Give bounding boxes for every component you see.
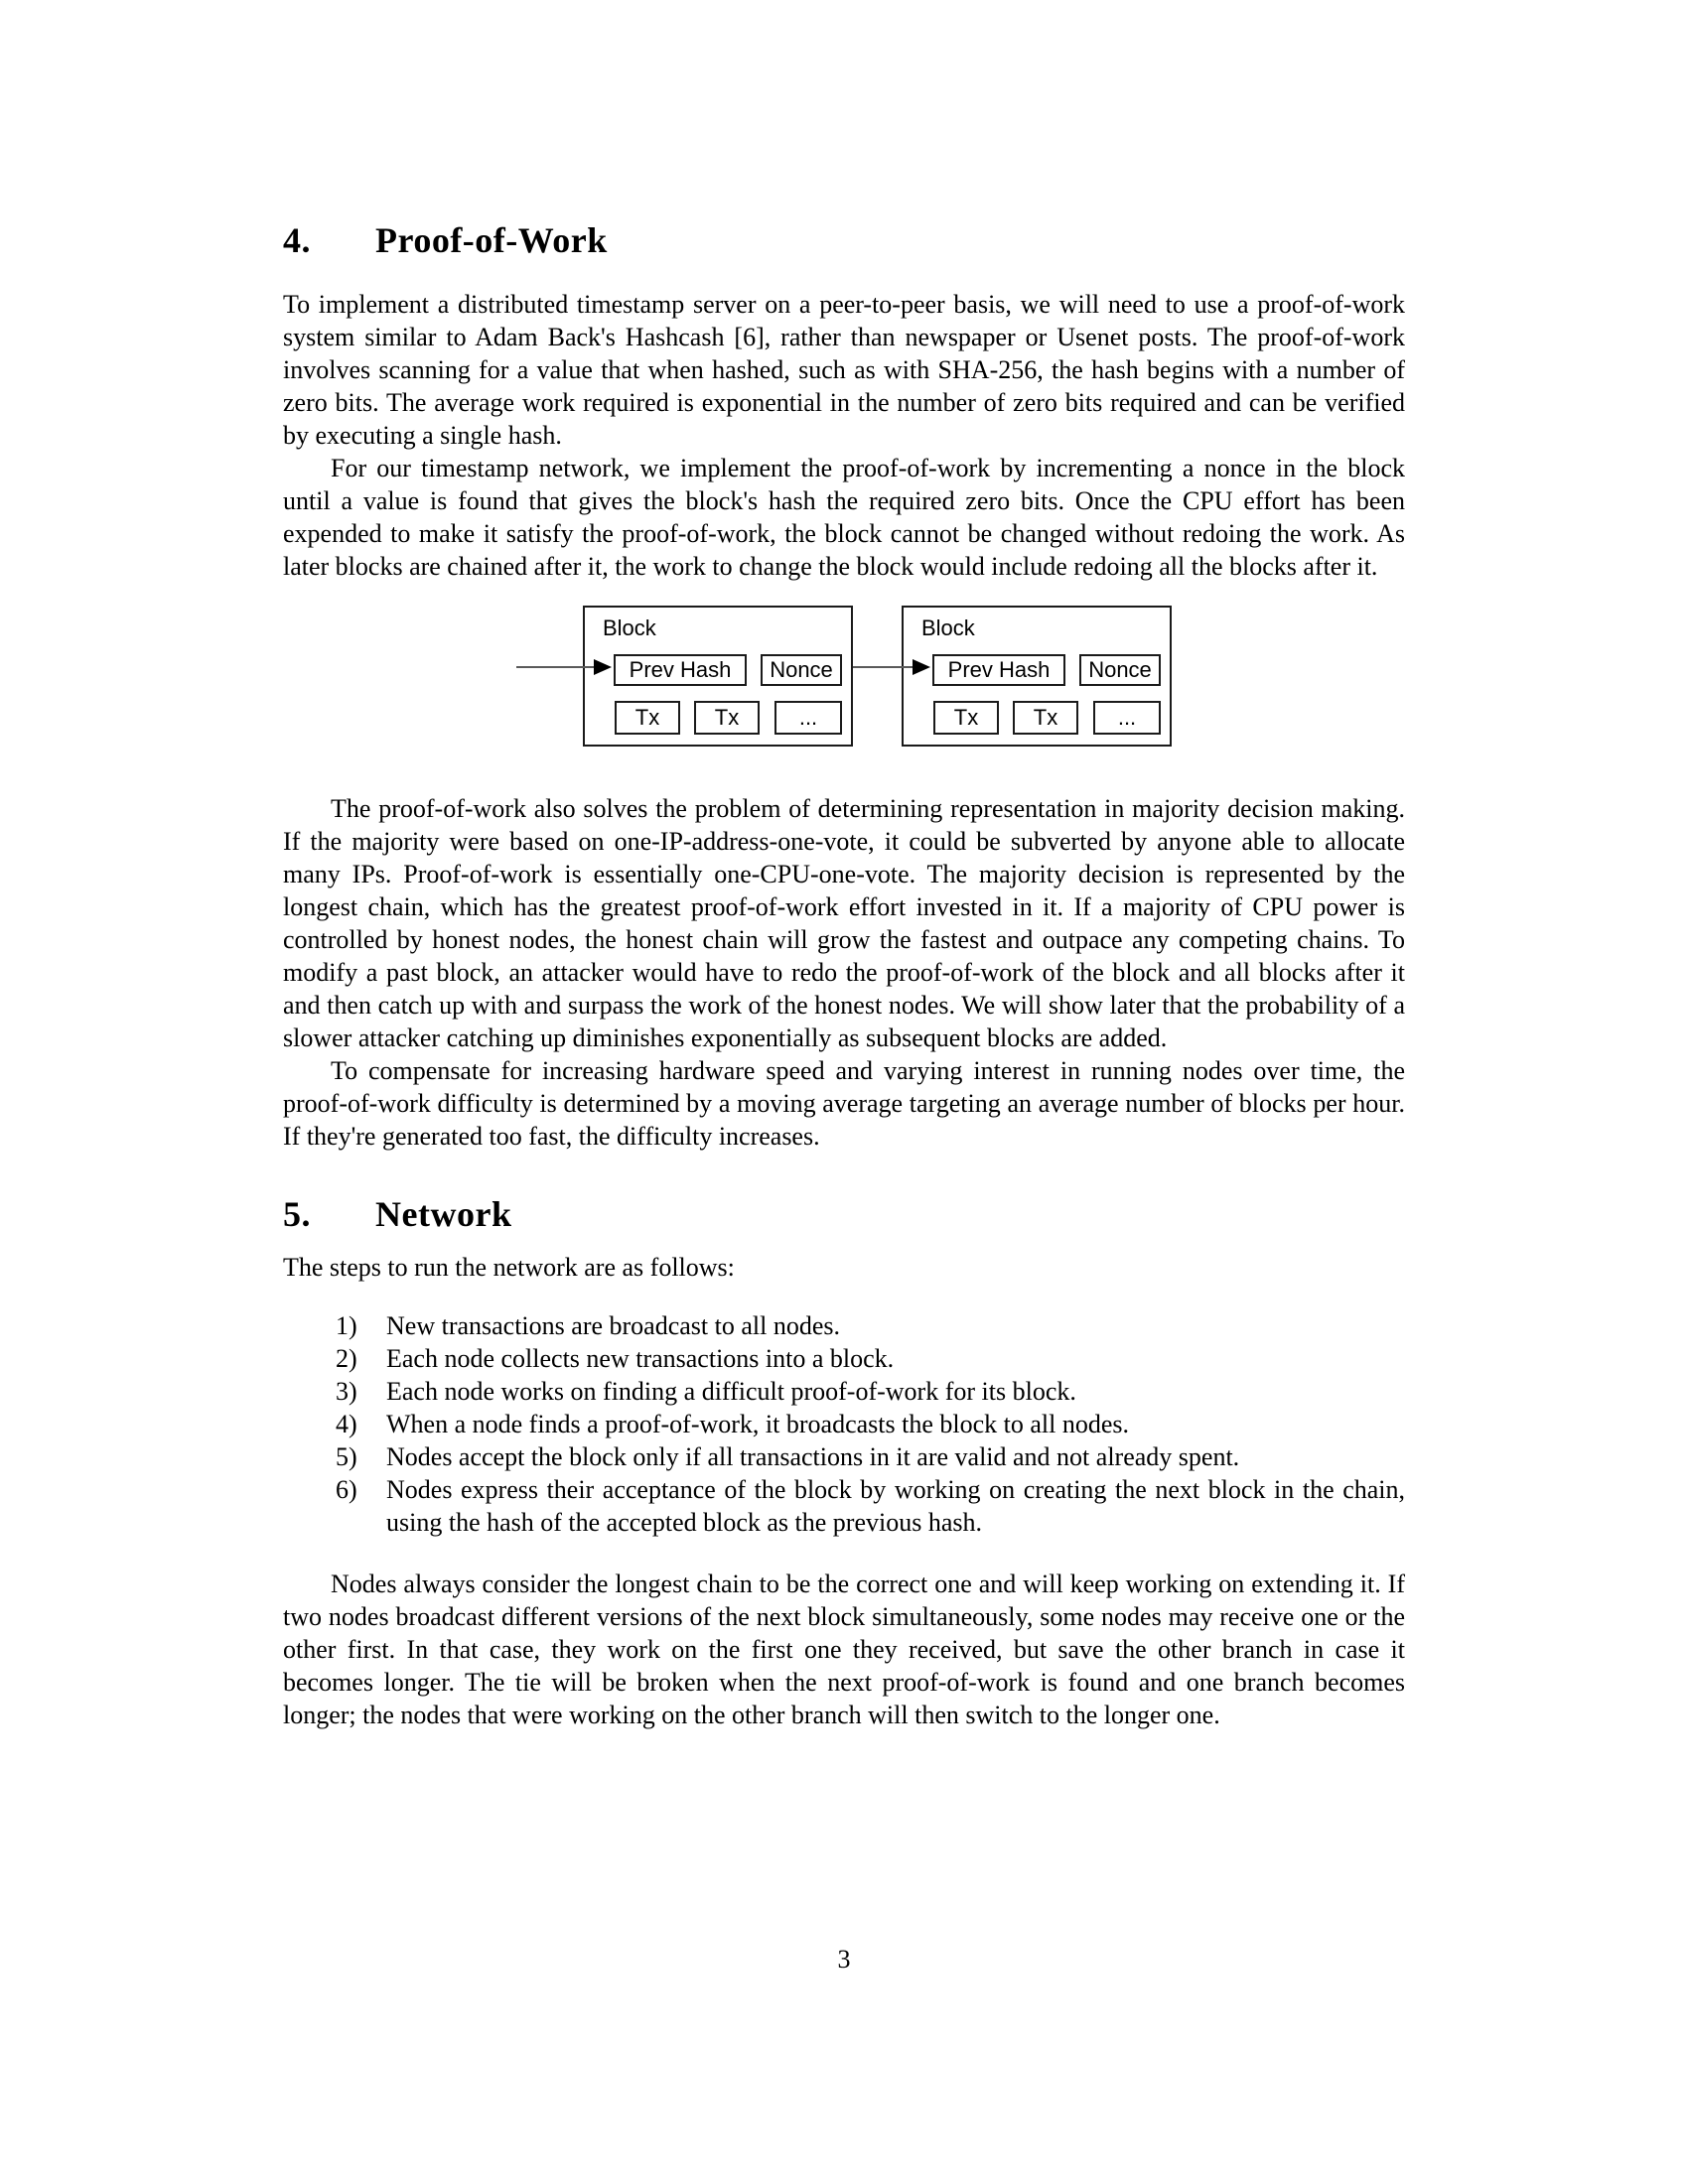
step-text: Each node collects new transactions into a block. [386, 1344, 895, 1373]
step-text: Each node works on finding a difficult proof-of-work for its block. [386, 1377, 1076, 1406]
page-number: 3 [837, 1945, 851, 1974]
block-1-tx1-box: Tx [615, 701, 680, 735]
list-item [336, 1408, 1405, 1440]
step-number: 1) [336, 1311, 357, 1340]
paragraph-network-closing: Nodes always consider the longest chain to be the correct one and will keep working on extending it. If two nodes broadcast different versions of the next block simultaneously, some nodes may receive one or the other first. In that case, they work on the first one they received, but save the other branch in case it becomes longer. The tie will be broken when the next proof-of-work is found and one branch becomes longer; the nodes that were working on the other branch will then switch to the longer one. [283, 1570, 1405, 1729]
arrow-right-icon [913, 659, 930, 675]
section-4-number: 4. [283, 220, 311, 260]
paragraph-pow-4: To compensate for increasing hardware speed and varying interest in running nodes over time, the proof-of-work difficulty is determined by a moving average targeting an average number of blocks per hour. If they're generated too fast, the difficulty increases. [283, 1056, 1405, 1151]
block-1-prev-hash-box: Prev Hash [614, 654, 747, 686]
block-2-nonce-box: Nonce [1079, 654, 1161, 686]
block-2 [902, 606, 1172, 747]
section-5-title: Network [375, 1194, 512, 1234]
block-2-prev-hash-box: Prev Hash [932, 654, 1065, 686]
block-2-tx1-box: Tx [933, 701, 999, 735]
block-1-tx2-box: Tx [694, 701, 760, 735]
network-steps-intro: The steps to run the network are as follows: [283, 1253, 735, 1282]
paragraph-pow-1: To implement a distributed timestamp server on a peer-to-peer basis, we will need to use a proof-of-work system similar to Adam Back's Hashcash [6], rather than newspaper or Usenet posts. The proof-of-work involves scanning for a value that when hashed, such as with SHA-256, the hash begins with a number of zero bits. The average work required is exponential in the number of zero bits required and can be verified by executing a single hash. [283, 290, 1405, 450]
block-1-more-tx-box: ... [774, 701, 842, 735]
step-number: 2) [336, 1344, 357, 1373]
block-1 [583, 606, 853, 747]
step-number: 4) [336, 1410, 357, 1438]
section-5-heading [283, 1192, 1405, 1236]
block-1-nonce-box: Nonce [761, 654, 842, 686]
list-item [336, 1309, 1405, 1342]
list-item [336, 1375, 1405, 1408]
paragraph-pow-2: For our timestamp network, we implement the proof-of-work by incrementing a nonce in the block until a value is found that gives the block's hash the required zero bits. Once the CPU effort has been expended to make it satisfy the proof-of-work, the block cannot be changed without redoing the work. As later blocks are chained after it, the work to change the block would include redoing all the blocks after it. [283, 454, 1405, 581]
step-number: 6) [336, 1475, 357, 1504]
section-4-title: Proof-of-Work [375, 220, 608, 260]
incoming-chain-line [516, 666, 596, 668]
section-5-number: 5. [283, 1194, 311, 1234]
block-2-tx2-box: Tx [1013, 701, 1078, 735]
section-4-heading [283, 218, 1405, 262]
list-item [336, 1440, 1405, 1473]
step-number: 3) [336, 1377, 357, 1406]
step-text: When a node finds a proof-of-work, it broadcasts the block to all nodes. [386, 1410, 1130, 1438]
arrow-right-icon [594, 659, 612, 675]
text-column [283, 0, 1405, 1731]
block-chain-diagram [283, 606, 1405, 747]
step-text: Nodes express their acceptance of the block by working on creating the next block in the chain, using the hash of the accepted block as the previous hash. [386, 1475, 1405, 1537]
list-item [336, 1473, 1405, 1539]
paragraph-pow-3: The proof-of-work also solves the problem of determining representation in majority decision making. If the majority were based on one-IP-address-one-vote, it could be subverted by anyone able to allocate many IPs. Proof-of-work is essentially one-CPU-one-vote. The majority decision is represented by the longest chain, which has the greatest proof-of-work effort invested in it. If a majority of CPU power is controlled by honest nodes, the honest chain will grow the fastest and outpace any competing chains. To modify a past block, an attacker would have to redo the proof-of-work of the block and all blocks after it and then catch up with and surpass the work of the honest nodes. We will show later that the probability of a slower attacker catching up diminishes exponentially as subsequent blocks are added. [283, 794, 1405, 1052]
step-number: 5) [336, 1442, 357, 1471]
list-item [336, 1342, 1405, 1375]
block-2-more-tx-box: ... [1093, 701, 1161, 735]
network-steps-list [336, 1309, 1405, 1539]
block-link-line [853, 666, 914, 668]
step-text: New transactions are broadcast to all nodes. [386, 1311, 841, 1340]
step-text: Nodes accept the block only if all transactions in it are valid and not already spent. [386, 1442, 1240, 1471]
block-1-label: Block [603, 615, 656, 640]
block-2-label: Block [921, 615, 975, 640]
